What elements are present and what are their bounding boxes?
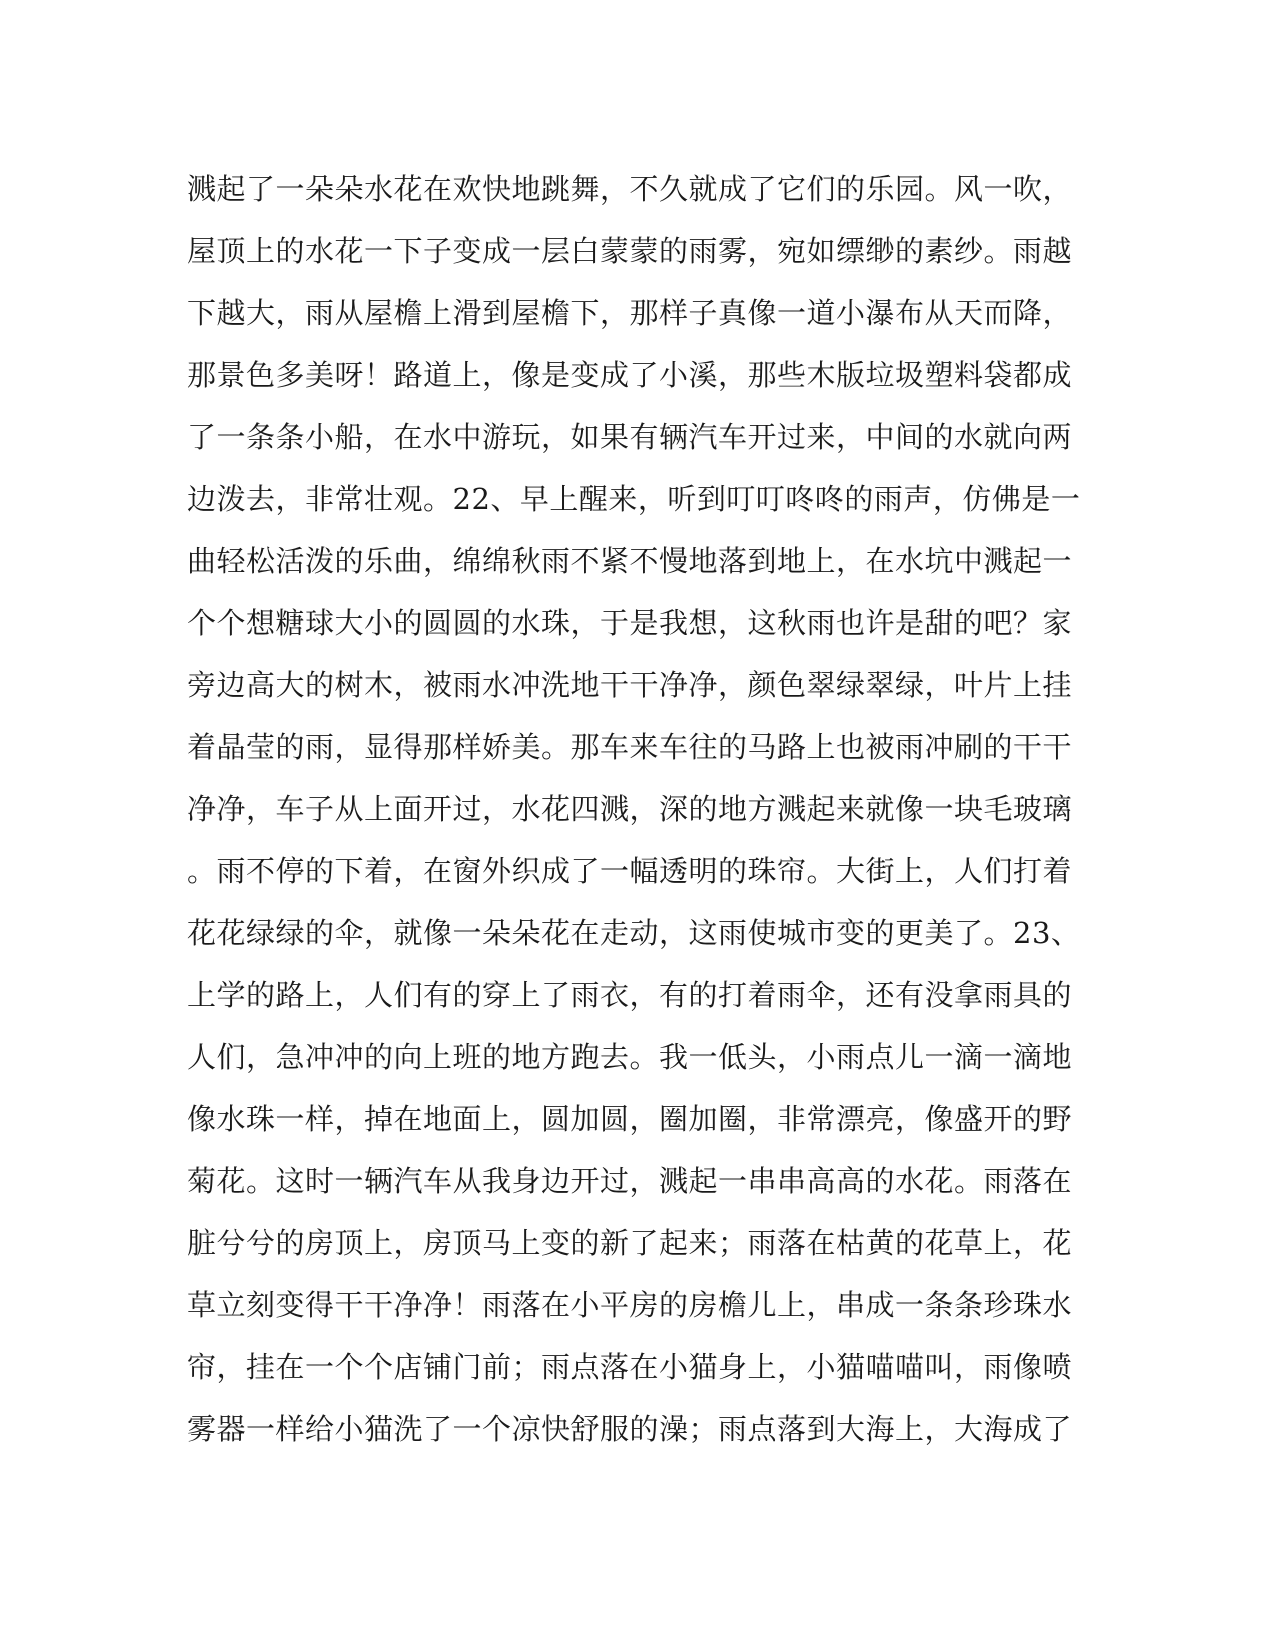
text-line: 花花绿绿的伞，就像一朵朵花在走动，这雨使城市变的更美了。23、 xyxy=(187,916,1081,950)
text-line: 人们，急冲冲的向上班的地方跑去。我一低头，小雨点儿一滴一滴地 xyxy=(187,1040,1073,1074)
text-line: 边泼去，非常壮观。22、早上醒来，听到叮叮咚咚的雨声，仿佛是一 xyxy=(187,482,1081,516)
text-line: 脏兮兮的房顶上，房顶马上变的新了起来；雨落在枯黄的花草上，花 xyxy=(187,1226,1073,1260)
text-line: 了一条条小船，在水中游玩，如果有辆汽车开过来，中间的水就向两 xyxy=(187,420,1073,454)
text-line: 帘，挂在一个个店铺门前；雨点落在小猫身上，小猫喵喵叫，雨像喷 xyxy=(187,1350,1073,1384)
text-line: 屋顶上的水花一下子变成一层白蒙蒙的雨雾，宛如缥缈的素纱。雨越 xyxy=(187,234,1073,268)
text-line: 旁边高大的树木，被雨水冲洗地干干净净，颜色翠绿翠绿，叶片上挂 xyxy=(187,668,1073,702)
text-line: 像水珠一样，掉在地面上，圆加圆，圈加圈，非常漂亮，像盛开的野 xyxy=(187,1102,1073,1136)
text-line: 草立刻变得干干净净！雨落在小平房的房檐儿上，串成一条条珍珠水 xyxy=(187,1288,1073,1322)
text-line: 曲轻松活泼的乐曲，绵绵秋雨不紧不慢地落到地上，在水坑中溅起一 xyxy=(187,544,1073,578)
text-line: 个个想糖球大小的圆圆的水珠，于是我想，这秋雨也许是甜的吧？家 xyxy=(187,606,1073,640)
text-line: 上学的路上，人们有的穿上了雨衣，有的打着雨伞，还有没拿雨具的 xyxy=(187,978,1073,1012)
body-text xyxy=(187,158,1081,1460)
text-line: 溅起了一朵朵水花在欢快地跳舞，不久就成了它们的乐园。风一吹， xyxy=(187,172,1073,206)
text-line: 雾器一样给小猫洗了一个凉快舒服的澡；雨点落到大海上，大海成了 xyxy=(187,1412,1073,1446)
text-line: 着晶莹的雨，显得那样娇美。那车来车往的马路上也被雨冲刷的干干 xyxy=(187,730,1073,764)
text-line: 下越大，雨从屋檐上滑到屋檐下，那样子真像一道小瀑布从天而降， xyxy=(187,296,1073,330)
text-line: 菊花。这时一辆汽车从我身边开过，溅起一串串高高的水花。雨落在 xyxy=(187,1164,1073,1198)
text-line: 。雨不停的下着，在窗外织成了一幅透明的珠帘。大街上，人们打着 xyxy=(187,854,1073,888)
text-line: 那景色多美呀！路道上，像是变成了小溪，那些木版垃圾塑料袋都成 xyxy=(187,358,1073,392)
text-line: 净净，车子从上面开过，水花四溅，深的地方溅起来就像一块毛玻璃 xyxy=(187,792,1073,826)
